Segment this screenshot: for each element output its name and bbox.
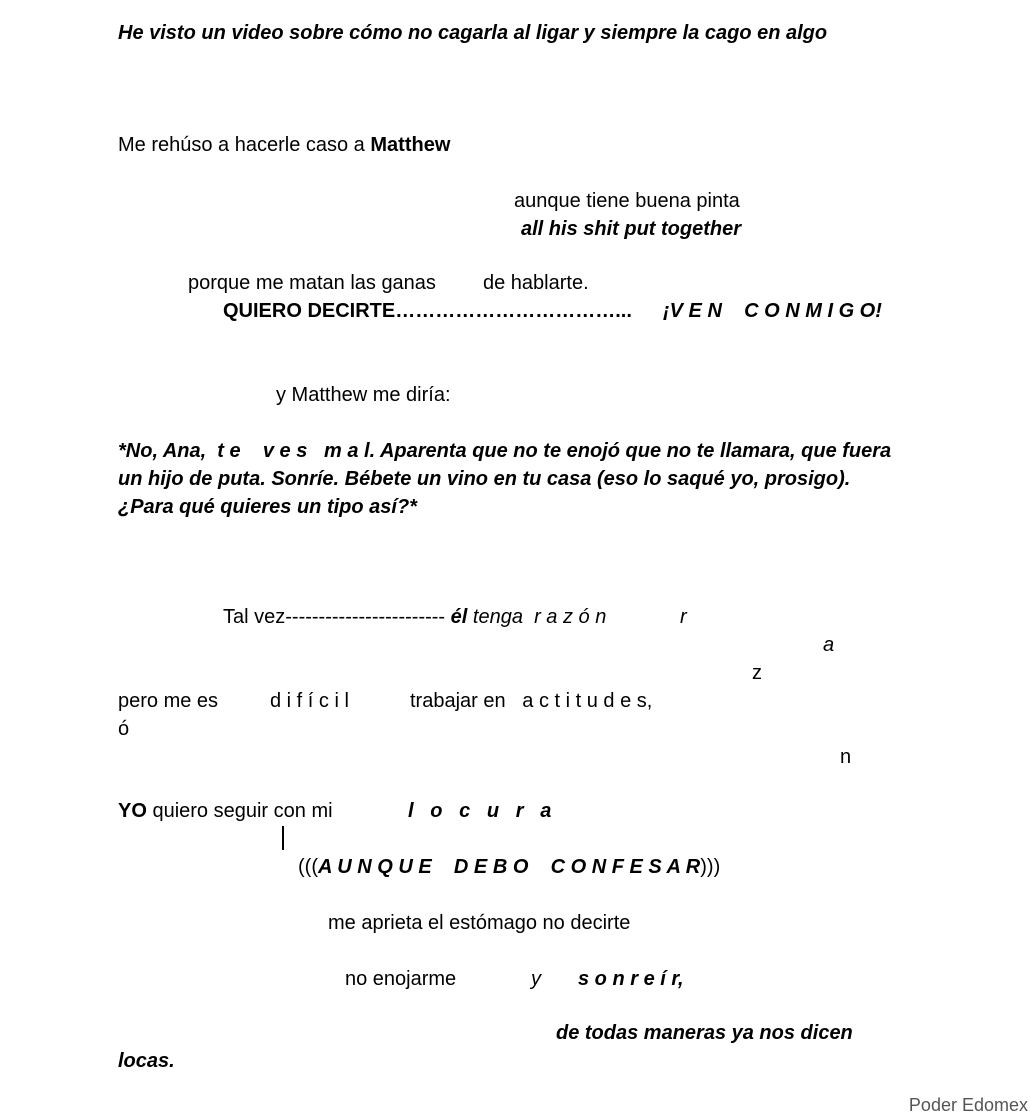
line-maybe xyxy=(223,605,606,629)
line-madness xyxy=(118,799,333,823)
cascade-letter-a: a xyxy=(823,634,835,656)
line-come-with-me: ¡V E N C O N M I G O! xyxy=(663,300,882,322)
word-sonreir: s o n r e í r, xyxy=(578,968,684,990)
line-good-looking: aunque tiene buena pinta xyxy=(514,190,740,212)
paren-open: ((( xyxy=(298,856,318,878)
word-el: él xyxy=(450,606,468,628)
quote-part-1: *No, Ana, xyxy=(118,440,218,462)
line-refuse-text: Me rehúso a hacerle caso a xyxy=(118,134,371,156)
cascade-letter-z: z xyxy=(752,662,762,684)
quote-spaced: t e v e s m a l xyxy=(217,440,370,462)
quote-paragraph xyxy=(118,437,893,521)
word-yo: YO xyxy=(118,800,147,822)
line-madness-text: quiero seguir con mi xyxy=(146,800,333,822)
words-aunque-debo-confesar: A U N Q U E D E B O C O N F E S A R xyxy=(317,856,701,878)
poem-title: He visto un video sobre cómo no cagarla al ligar y siempre la cago en algo xyxy=(118,22,828,44)
line-stomach: me aprieta el estómago no decirte xyxy=(328,912,631,934)
text-cursor xyxy=(282,826,284,850)
word-y: y xyxy=(531,968,541,990)
line-confess xyxy=(298,855,720,879)
source-watermark: Poder Edomex xyxy=(908,1095,1028,1115)
cascade-letter-n: n xyxy=(840,746,852,768)
name-matthew: Matthew xyxy=(370,134,451,156)
line-desire-a: porque me matan las ganas xyxy=(188,272,436,294)
line-refuse xyxy=(118,133,450,157)
line-anyway: de todas maneras ya nos dicen xyxy=(556,1022,853,1044)
word-locura: l o c u r a xyxy=(408,800,552,822)
line-locas: locas. xyxy=(118,1050,175,1072)
cascade-letter-o: ó xyxy=(118,718,130,740)
line-difficult-a: pero me es xyxy=(118,690,219,712)
quote-part-3: . Aparenta que no te enojó que no te llamara, que fuera un hijo de puta. Sonríe. Bébete un vino en tu casa (eso lo saqué yo, prosigo). ¿Para qué quieres un tipo así?* xyxy=(118,440,892,518)
paren-close: ))) xyxy=(700,856,721,878)
cascade-letter-r: r xyxy=(680,606,687,628)
line-desire-b: de hablarte. xyxy=(483,272,589,294)
line-matthew-would-say: y Matthew me diría: xyxy=(276,384,451,406)
word-tenga-razon: tenga r a z ó n xyxy=(467,606,607,628)
line-want-to-say: QUIERO DECIRTE……………………………... xyxy=(223,300,632,322)
line-difficult-c: trabajar en a c t i t u d e s, xyxy=(410,690,653,712)
line-shit-together: all his shit put together xyxy=(521,218,742,240)
line-difficult-b: d i f í c i l xyxy=(270,690,349,712)
line-maybe-dashes: Tal vez------------------------ xyxy=(223,606,451,628)
line-not-angry: no enojarme xyxy=(345,968,457,990)
